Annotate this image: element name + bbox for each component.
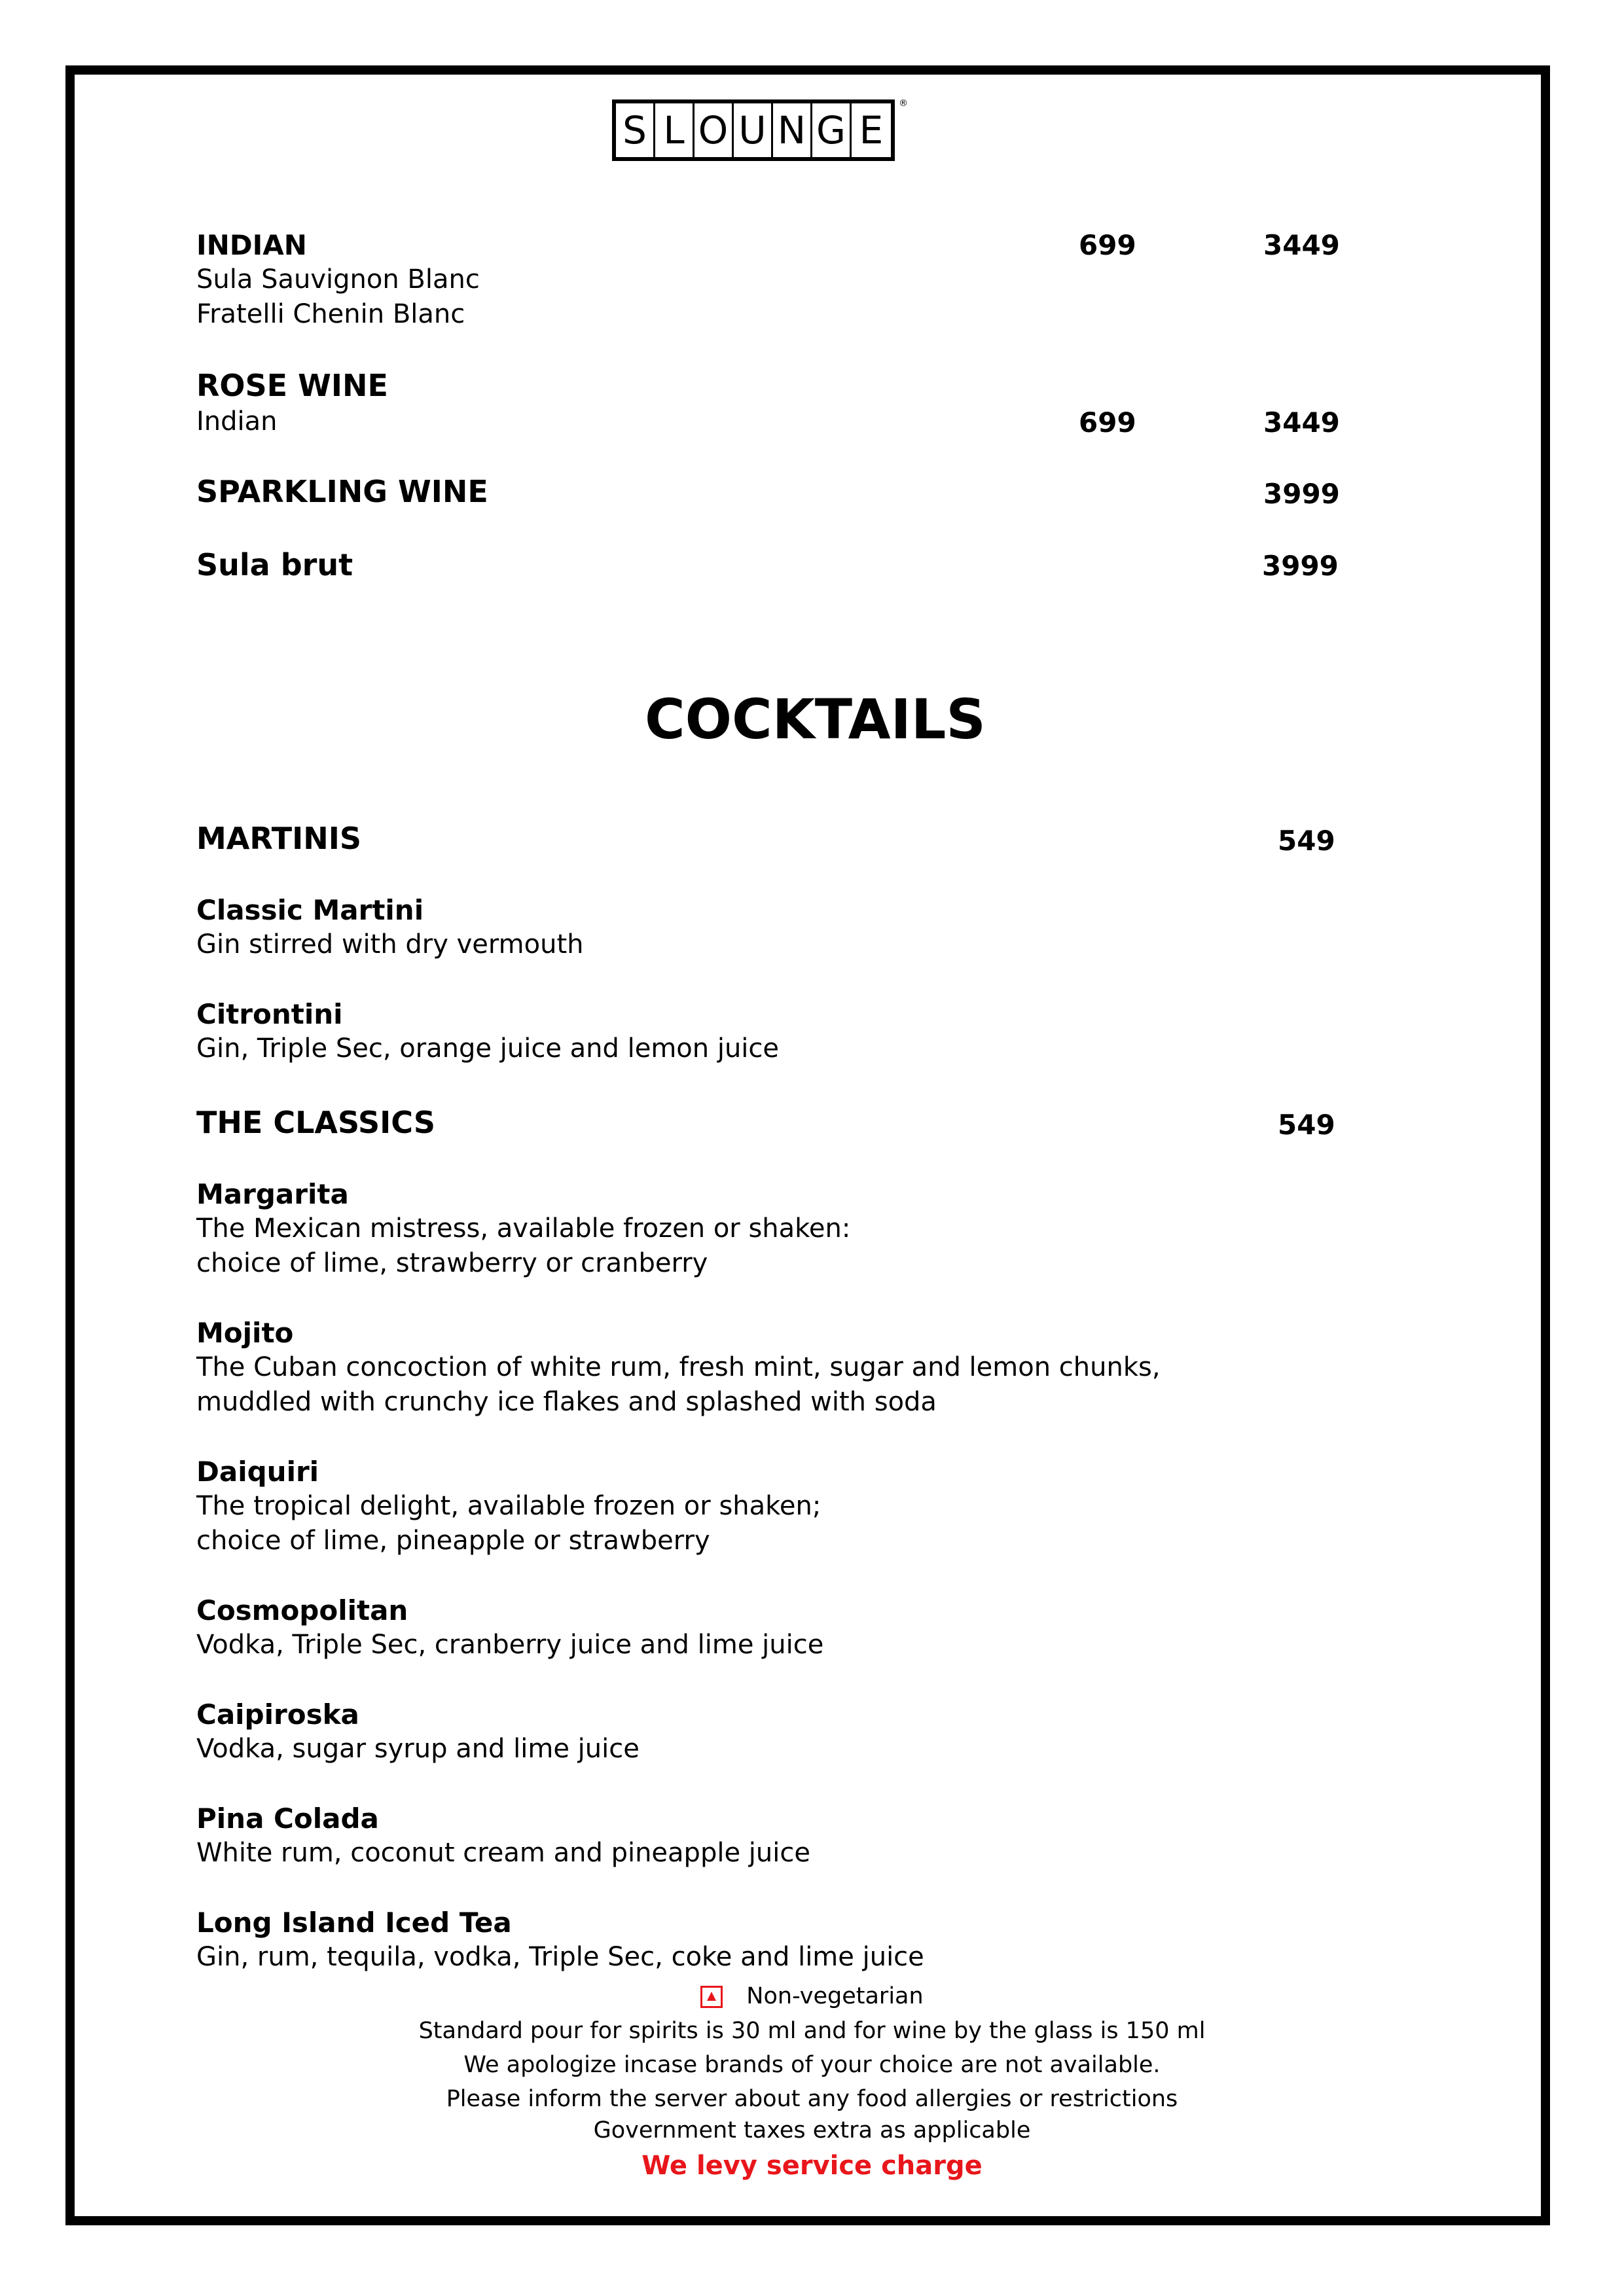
cocktail-name: Pina Colada: [196, 1803, 379, 1835]
classics-price: 549: [1278, 1109, 1335, 1141]
cocktail-desc: The Mexican mistress, available frozen or shaken:: [196, 1213, 851, 1244]
logo-box: [612, 99, 895, 161]
non-veg-icon: [700, 1986, 723, 2008]
cocktail-name: Citrontini: [196, 998, 343, 1030]
sula-brut-name: Sula brut: [196, 547, 353, 583]
cocktail-desc: White rum, coconut cream and pineapple juice: [196, 1838, 810, 1868]
martinis-price: 549: [1278, 825, 1335, 857]
rose-price-bottle: 3449: [1263, 406, 1340, 439]
logo-letter: S: [616, 103, 655, 157]
footer-note: Please inform the server about any food allergies or restrictions: [446, 2086, 1178, 2112]
cocktail-desc: Gin, rum, tequila, vodka, Triple Sec, coke and lime juice: [196, 1942, 924, 1972]
cocktail-desc: Gin, Triple Sec, orange juice and lemon juice: [196, 1033, 780, 1064]
indian-item: Fratelli Chenin Blanc: [196, 299, 465, 329]
cocktail-name: Mojito: [196, 1317, 294, 1349]
service-charge-note: We levy service charge: [641, 2151, 983, 2181]
cocktail-desc: muddled with crunchy ice flakes and splashed with soda: [196, 1387, 937, 1417]
indian-price-bottle: 3449: [1263, 229, 1340, 261]
logo-letter: G: [812, 103, 852, 157]
martinis-heading: MARTINIS: [196, 821, 361, 856]
cocktails-title: COCKTAILS: [645, 687, 986, 751]
sparkling-heading: SPARKLING WINE: [196, 474, 488, 509]
cocktail-name: Classic Martini: [196, 894, 424, 926]
classics-heading: THE CLASSICS: [196, 1105, 436, 1140]
non-veg-legend: [0, 1983, 1624, 2009]
logo-letter: U: [734, 103, 773, 157]
rose-heading: ROSE WINE: [196, 368, 388, 403]
registered-mark: ®: [899, 98, 908, 109]
cocktail-name: Long Island Iced Tea: [196, 1907, 512, 1939]
sula-brut-price: 3999: [1262, 550, 1339, 582]
footer-note: Standard pour for spirits is 30 ml and for wine by the glass is 150 ml: [418, 2018, 1206, 2044]
cocktail-name: Daiquiri: [196, 1456, 319, 1488]
cocktail-name: Caipiroska: [196, 1698, 359, 1731]
cocktail-desc: choice of lime, strawberry or cranberry: [196, 1248, 708, 1278]
cocktail-desc: Gin stirred with dry vermouth: [196, 929, 584, 960]
logo-letter: E: [859, 108, 884, 152]
cocktail-name: Margarita: [196, 1178, 349, 1210]
logo-letter: N: [773, 103, 812, 157]
footer-note: We apologize incase brands of your choice are not available.: [463, 2052, 1161, 2078]
cocktail-desc: Vodka, Triple Sec, cranberry juice and lime juice: [196, 1630, 824, 1660]
indian-item: Sula Sauvignon Blanc: [196, 264, 480, 295]
indian-heading: INDIAN: [196, 229, 307, 261]
cocktail-desc: choice of lime, pineapple or strawberry: [196, 1526, 710, 1556]
slounge-logo: [612, 99, 908, 161]
cocktail-desc: Vodka, sugar syrup and lime juice: [196, 1734, 640, 1764]
rose-item: Indian: [196, 406, 278, 437]
cocktail-desc: The tropical delight, available frozen or shaken;: [196, 1491, 821, 1521]
non-veg-label: Non-vegetarian: [746, 1983, 924, 2009]
rose-price-glass: 699: [1079, 406, 1136, 439]
cocktail-desc: The Cuban concoction of white rum, fresh mint, sugar and lemon chunks,: [196, 1352, 1161, 1382]
cocktail-name: Cosmopolitan: [196, 1594, 408, 1626]
logo-letter: L: [655, 103, 695, 157]
footer-note: Government taxes extra as applicable: [593, 2117, 1031, 2144]
logo-letter: O: [695, 103, 734, 157]
sparkling-price: 3999: [1263, 478, 1340, 510]
indian-price-glass: 699: [1079, 229, 1136, 261]
